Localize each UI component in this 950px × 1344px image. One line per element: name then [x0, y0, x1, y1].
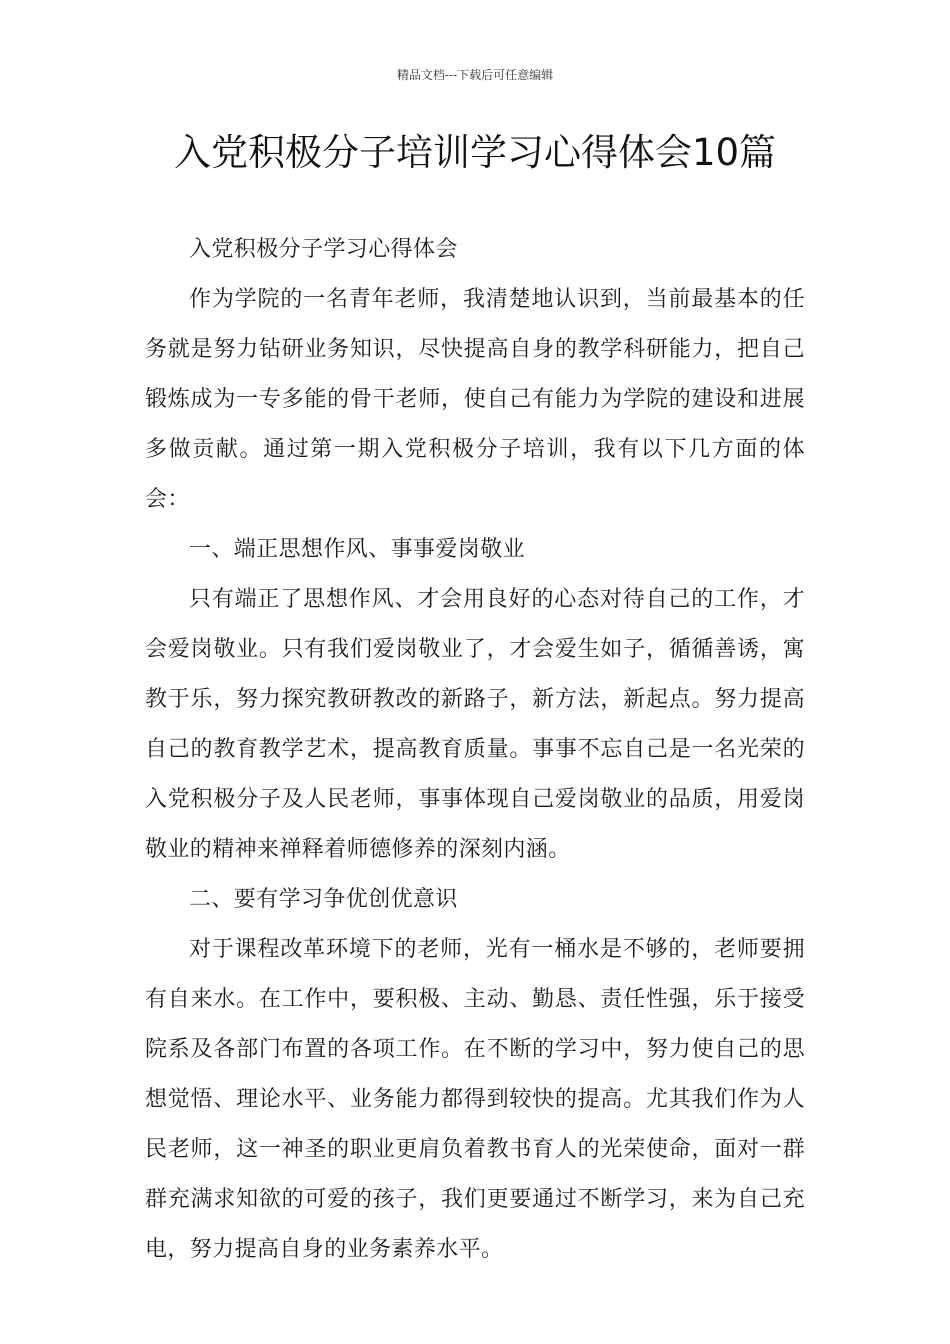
document-body: [145, 225, 805, 1275]
section-heading: 入党积极分子学习心得体会: [189, 237, 458, 262]
document-title: 入党积极分子培训学习心得体会10篇: [173, 131, 777, 174]
paragraph: 作为学院的一名青年老师，我清楚地认识到，当前最基本的任务就是努力钻研业务知识，尽快提高自身的教学科研能力，把自己锻炼成为一专多能的骨干老师，使自己有能力为学院的建设和进展多做贡献。通过第一期入党积极分子培训，我有以下几方面的体会：: [145, 287, 805, 512]
paragraph: 对于课程改革环境下的老师，光有一桶水是不够的，老师要拥有自来水。在工作中，要积极、主动、勤恳、责任性强，乐于接受院系及各部门布置的各项工作。在不断的学习中，努力使自己的思想觉悟、理论水平、业务能力都得到较快的提高。尤其我们作为人民老师，这一神圣的职业更肩负着教书育人的光荣使命，面对一群群充满求知欲的可爱的孩子，我们更要通过不断学习，来为自己充电，努力提高自身的业务素养水平。: [145, 937, 805, 1262]
header-note: 精品文档---下载后可任意编辑: [396, 68, 554, 82]
section-heading: 一、端正思想作风、事事爱岗敬业: [189, 537, 526, 562]
paragraph: 只有端正了思想作风、才会用良好的心态对待自己的工作，才会爱岗敬业。只有我们爱岗敬业了，才会爱生如子，循循善诱，寓教于乐，努力探究教研教改的新路子，新方法，新起点。努力提高自己的教育教学艺术，提高教育质量。事事不忘自己是一名光荣的入党积极分子及人民老师，事事体现自己爱岗敬业的品质，用爱岗敬业的精神来禅释着师德修养的深刻内涵。: [145, 587, 805, 862]
section-heading: 二、要有学习争优创优意识: [189, 887, 458, 912]
